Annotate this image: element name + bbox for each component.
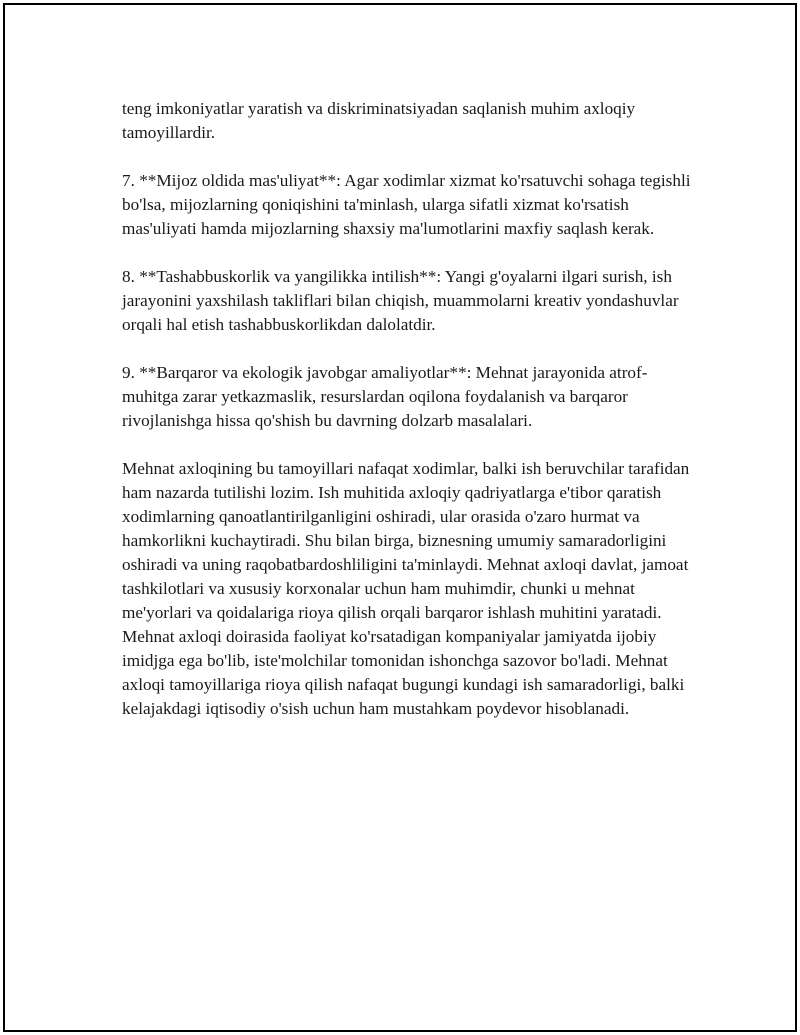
paragraph-item-9: 9. **Barqaror va ekologik javobgar amaliyotlar**: Mehnat jarayonida atrof-muhitga zarar yetkazmaslik, resurslardan oqilona foydalanish va barqaror rivojlanishga hissa qo'shish bu davrning dolzarb masalalari.	[122, 363, 648, 430]
paragraph-conclusion: Mehnat axloqining bu tamoyillari nafaqat xodimlar, balki ish beruvchilar tarafidan ham nazarda tutilishi lozim. Ish muhitida axloqiy qadriyatlarga e'tibor qaratish xodimlarning qanoatlantirilganligini oshiradi, ular orasida o'zaro hurmat va hamkorlikni kuchaytiradi. Shu bilan birga, biznesning umumiy samaradorligini oshiradi va uning raqobatbardoshliligini ta'minlaydi. Mehnat axloqi davlat, jamoat tashkilotlari va xususiy korxonalar uchun ham muhimdir, chunki u mehnat me'yorlari va qoidalariga rioya qilish orqali barqaror ishlash muhitini yaratadi. Mehnat axloqi doirasida faoliyat ko'rsatadigan kompaniyalar jamiyatda ijobiy imidjga ega bo'lib, iste'molchilar tomonidan ishonchga sazovor bo'ladi. Mehnat axloqi tamoyillariga rioya qilish nafaqat bugungi kundagi ish samaradorligi, balki kelajakdagi iqtisodiy o'sish uchun ham mustahkam poydevor hisoblanadi.	[122, 459, 690, 718]
paragraph-item-7: 7. **Mijoz oldida mas'uliyat**: Agar xodimlar xizmat ko'rsatuvchi sohaga tegishli bo'lsa, mijozlarning qoniqishini ta'minlash, ularga sifatli xizmat ko'rsatish mas'uliyati hamda mijozlarning shaxsiy ma'lumotlarini maxfiy saqlash kerak.	[122, 171, 691, 238]
paragraph-intro-continuation: teng imkoniyatlar yaratish va diskriminatsiyadan saqlanish muhim axloqiy tamoyillardir.	[122, 99, 636, 142]
page-frame	[3, 3, 797, 1032]
paragraph-item-8: 8. **Tashabbuskorlik va yangilikka intilish**: Yangi g'oyalarni ilgari surish, ish jarayonini yaxshilash takliflari bilan chiqish, muammolarni kreativ yondashuvlar orqali hal etish tashabbuskorlikdan dalolatdir.	[122, 267, 679, 334]
document-body	[122, 97, 697, 721]
